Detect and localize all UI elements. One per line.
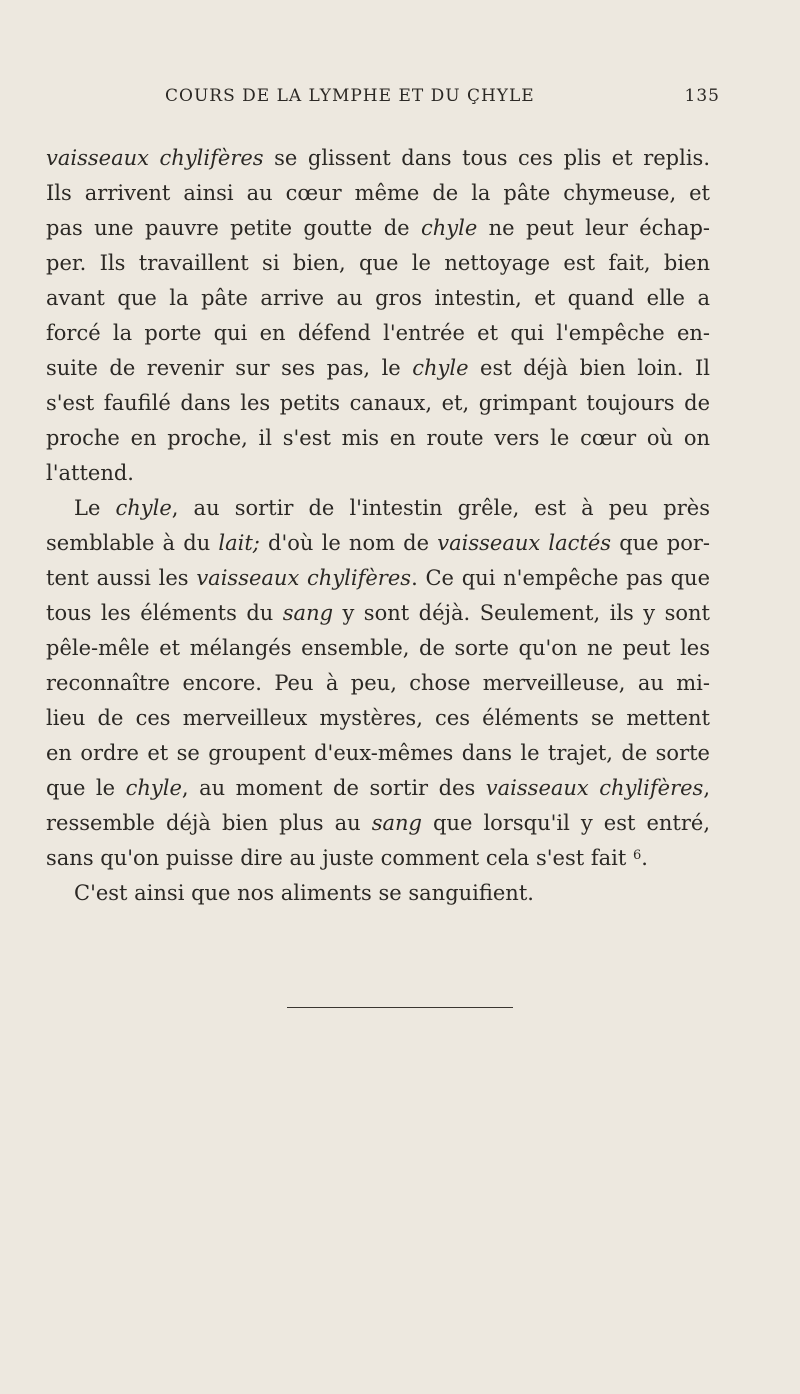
italic-term: chyle (420, 216, 478, 240)
text-run: C'est ainsi que nos aliments se sanguifient. (74, 881, 534, 905)
text-line (46, 666, 710, 701)
text-run: y sont déjà. Seulement, ils y sont (333, 601, 710, 625)
text-line (46, 351, 710, 386)
text-run: pas une pauvre petite goutte de (46, 216, 421, 240)
text-run: . Ce qui n'empêche pas que (411, 566, 711, 590)
text-run: . (641, 846, 648, 870)
text-run: forcé la porte qui en défend l'entrée et qui l'empêche en- (46, 321, 710, 345)
text-run: , au sortir de l'intestin grêle, est à peu près (171, 496, 710, 520)
text-run: , au moment de sortir des (181, 776, 486, 800)
italic-term: chyle (412, 356, 469, 380)
text-run: Le (74, 496, 116, 520)
text-run: reconnaître encore. Peu à peu, chose merveilleuse, au mi- (46, 671, 710, 695)
text-run: sans qu'on puisse dire au juste comment cela s'est fait (46, 846, 633, 870)
text-run: est déjà bien loin. Il (468, 356, 710, 380)
text-line (46, 211, 710, 246)
text-run: que por- (611, 531, 710, 555)
running-title: COURS DE LA LYMPHE ET DU ÇHYLE (165, 86, 535, 106)
text-run: en ordre et se groupent d'eux-mêmes dans le trajet, de sorte (46, 741, 710, 765)
italic-term: lait; (218, 531, 260, 555)
text-line (46, 246, 710, 281)
text-line (46, 806, 710, 841)
page-number: 135 (684, 86, 720, 106)
text-run: d'où le nom de (259, 531, 438, 555)
text-line (46, 701, 710, 736)
text-line (46, 736, 710, 771)
text-line (46, 421, 710, 456)
section-divider (287, 1007, 513, 1008)
text-run: , (703, 776, 711, 800)
text-run: proche en proche, il s'est mis en route vers le cœur où on (46, 426, 710, 450)
text-line (46, 386, 710, 421)
text-line (46, 281, 710, 316)
italic-term: chyle (115, 496, 172, 520)
text-line (46, 316, 710, 351)
italic-term: sang (282, 601, 334, 625)
text-line (46, 841, 710, 876)
text-run: Ils arrivent ainsi au cœur même de la pâte chymeuse, et (46, 181, 710, 205)
text-line (46, 456, 710, 491)
running-header (150, 86, 720, 116)
text-line (46, 631, 710, 666)
text-run: l'attend. (46, 461, 134, 485)
footnote-reference: 6 (632, 848, 642, 863)
text-run: suite de revenir sur ses pas, le (46, 356, 413, 380)
italic-term: vaisseaux chylifères (485, 776, 704, 800)
text-line (46, 876, 710, 911)
text-run: per. Ils travaillent si bien, que le nettoyage est fait, bien (46, 251, 710, 275)
italic-term: vaisseaux chylifères (46, 146, 264, 170)
text-body (46, 141, 710, 911)
text-line (46, 491, 710, 526)
text-line (46, 561, 710, 596)
text-line (46, 596, 710, 631)
italic-term: vaisseaux chylifères (196, 566, 412, 590)
text-line (46, 526, 710, 561)
text-run: avant que la pâte arrive au gros intestin, et quand elle a (46, 286, 710, 310)
text-run: que le (46, 776, 126, 800)
italic-term: vaisseaux lactés (437, 531, 612, 555)
text-run: ressemble déjà bien plus au (46, 811, 372, 835)
text-line (46, 141, 710, 176)
text-run: pêle-mêle et mélangés ensemble, de sorte qu'on ne peut les (46, 636, 710, 660)
text-run: s'est faufilé dans les petits canaux, et, grimpant toujours de (46, 391, 710, 415)
text-line (46, 176, 710, 211)
text-line (46, 771, 710, 806)
italic-term: sang (371, 811, 422, 835)
text-run: tous les éléments du (46, 601, 283, 625)
text-run: semblable à du (46, 531, 219, 555)
italic-term: chyle (125, 776, 182, 800)
text-run: tent aussi les (46, 566, 197, 590)
text-run: se glissent dans tous ces plis et replis. (263, 146, 711, 170)
text-run: que lorsqu'il y est entré, (421, 811, 710, 835)
text-run: ne peut leur échap- (477, 216, 710, 240)
text-run: lieu de ces merveilleux mystères, ces éléments se mettent (46, 706, 710, 730)
